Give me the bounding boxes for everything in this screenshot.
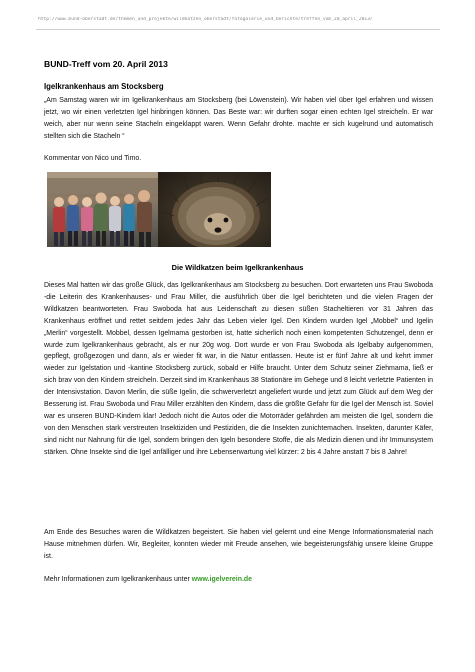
igelverein-link[interactable]: www.igelverein.de (191, 576, 252, 583)
kids-quote: „Am Samstag waren wir im Igelkrankenhaus am Stocksberg (bei Löwenstein). Wir haben viel über Igel erfahren und wissen jetzt, wo wir einen verletzten Igel hinbringen können. Das Beste war: wir durften sogar einen echten Igel streicheln. Er war weich, aber nur wenn seine Stacheln eingeklappt waren. Wenn Gefahr drohte. machte er sich kugelrund und automatisch stellten sich die Stacheln “ (44, 97, 433, 140)
more-info-text: Mehr Informationen zum Igelkrankenhaus unter (44, 576, 192, 583)
hedgehog-image (158, 172, 271, 247)
report-conclusion: Am Ende des Besuches waren die Wildkatzen begeistert. Sie haben viel gelernt und eine Menge Informationsmaterial nach Hause mitnehmen dürfen. Wir, Begleiter, konnten wieder mit Freude ansehen, wie begeisterungsfähig unsere kleine Gruppe ist. (44, 529, 433, 560)
children-group-image (47, 172, 158, 247)
report-body: Dieses Mal hatten wir das große Glück, das Igelkrankenhaus am Stocksberg zu besuchen. Dort erwarteten uns Frau Swoboda -die Leiterin des Krankenhauses- und Frau Miller, die ausführlich über die Igel berichteten und die vielen Fragen der Wildkatzen beantworteten. Frau Swoboda hat aus Leidenschaft zu diesen süßen Stacheltieren vor 31 Jahren das Krankenhaus eröffnet und rettet seitdem jedes Jahr das Leben vieler Igel. Den Kindern wurden Igel „Mobbel“ und Igelin „Merlin“ vorgestellt. Mobbel, dessen Igelmama gestorben ist, hatte sicherlich noch einen kompetenten Schutzengel, denn er wurde zum Igelkrankenhaus gebracht, als er nur 20g wog. Dort wurde er von Frau Swoboda als Igelbaby aufgenommen, gepflegt, großgezogen und dann, als er wieder fit war, in die Natur entlassen. Heute ist er fünf Jahre alt und kehrt immer wieder zur Igelstation und -kantine Stocksberg zurück, sobald er Hilfe braucht. Unter dem Schutz seiner Ziehmama, ließ er sich brav von den Kindern streicheln. Derzeit sind im Krankenhaus 38 Stationäre im Gehege und 8 leicht verletzte Patienten in der Intensivstation. Davon Merlin, die süße Igelin, die schwerverletzt angeliefert wurde und jetzt zum Glück auf dem Weg der Besserung ist. Frau Swoboda und Frau Miller erzählten den Kindern, dass die größte Gefahr für die Igel der Mensch ist. Soviel war es unseren BUND-Kindern klar! Jedoch nicht die Autos oder die Motorräder gefährden am meisten die Igel, sondern die von den Menschen stark verstreuten Insektiziden und Pestiziden, die die Insekten zunichtemachen. Insekten, darunter Käfer, sind nicht nur Nahrung für die Igel, sondern bringen den Igeln besondere Stoffe, die als Medizin dienen und ihr Immunsystem stärken. Ohne Insekte sind die Igel anfälliger und ihre Lebenserwartung viel kürzer: 2 bis 4 Jahre anstatt 7 bis 8 Jahre! (44, 282, 433, 456)
source-url: http://www.bund-oberstadt.de/themen_und_projekte/wildkatzen_oberstadt/fotogalerie_und_berichte/treffen_vom_20_april_2013/ (38, 17, 373, 22)
group-photo (47, 172, 158, 247)
page-subtitle: Igelkrankenhaus am Stocksberg (44, 82, 164, 91)
section-heading: Die Wildkatzen beim Igelkrankenhaus (171, 263, 304, 272)
header-divider (36, 29, 440, 30)
quote-attribution: Kommentar von Nico und Timo. (44, 155, 142, 162)
more-info-line (44, 574, 252, 586)
page-title: BUND-Treff vom 20. April 2013 (44, 59, 168, 69)
hedgehog-photo (158, 172, 271, 247)
